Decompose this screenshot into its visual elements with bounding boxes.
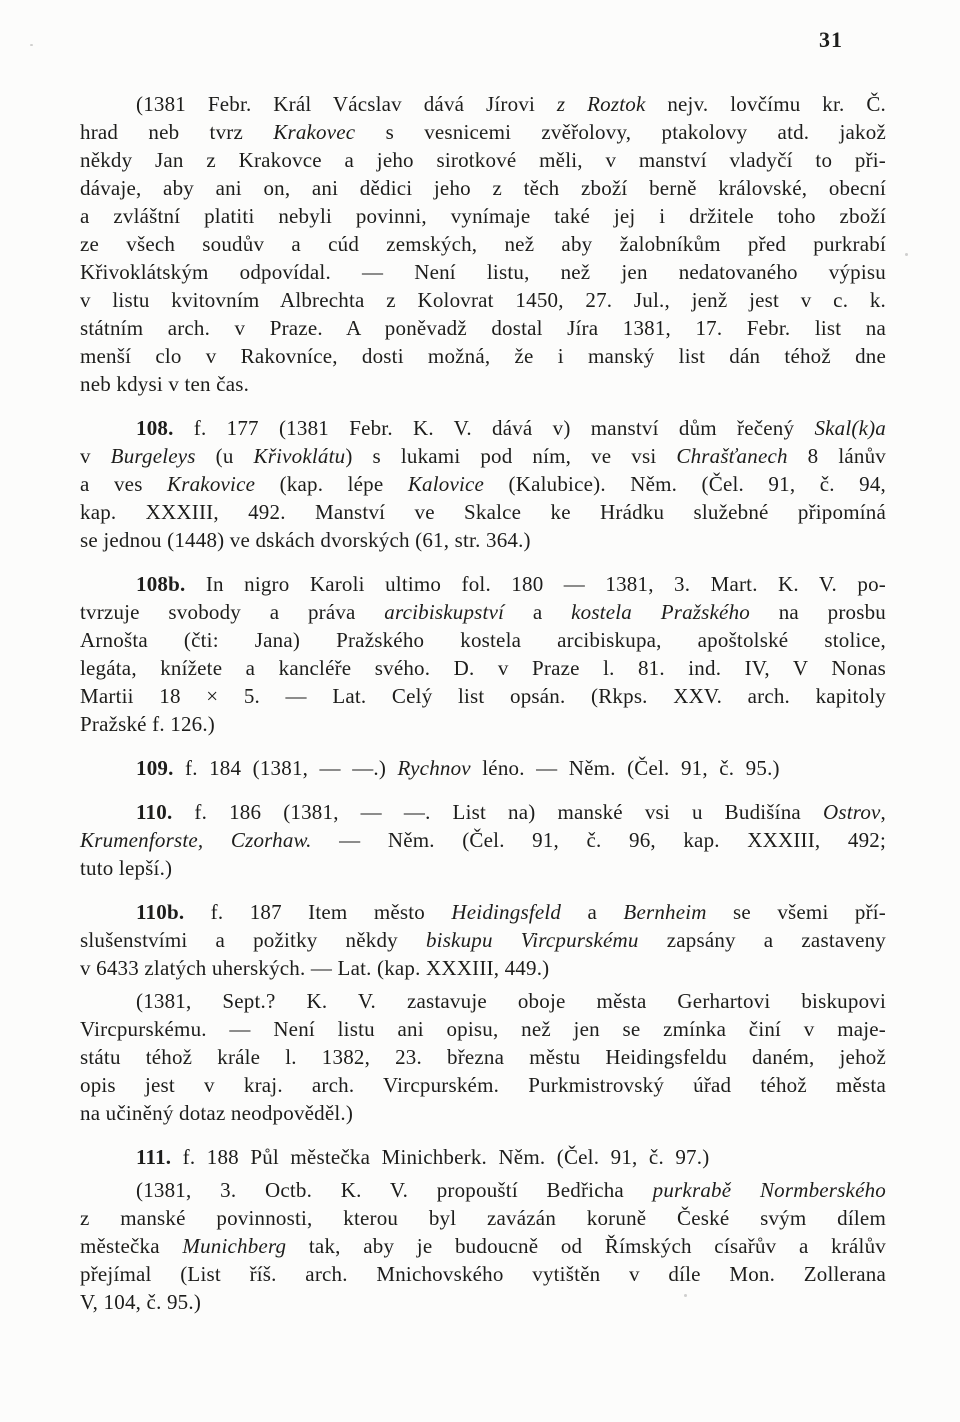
text-run: a zvláštní platiti nebyli povinni, vynímaje také jej i držitele toho zboží bbox=[80, 204, 886, 228]
text-line bbox=[80, 1260, 886, 1288]
text-run: nejv. lovčímu kr. Č. bbox=[645, 92, 886, 116]
text-run: slušenstvími a požitky někdy bbox=[80, 928, 426, 952]
text-line bbox=[80, 230, 886, 258]
entry-number: 108b. bbox=[136, 572, 186, 596]
text-run: neb kdysi v ten čas. bbox=[80, 372, 250, 396]
text-line bbox=[80, 1232, 886, 1260]
italic-text: arcibiskupství bbox=[384, 600, 505, 624]
text-line bbox=[80, 598, 886, 626]
text-run: ) s lukami pod ním, ve vsi bbox=[345, 444, 677, 468]
text-run: kap. XXXIII, 492. Manství ve Skalce ke Hrádku služebné připomíná bbox=[80, 500, 886, 524]
italic-text: Burgeleys bbox=[110, 444, 196, 468]
text-run: 8 lánův bbox=[787, 444, 886, 468]
text-run: Arnošta (čti: Jana) Pražského kostela arcibiskupa, apoštolské stolice, bbox=[80, 628, 886, 652]
scan-speck bbox=[684, 1294, 687, 1297]
text-line bbox=[80, 90, 886, 118]
text-run: s vesnicemi zvěřolovy, ptakolovy atd. jakož bbox=[355, 120, 886, 144]
text-run: Martii 18 × 5. — Lat. Celý list opsán. (Rkps. XXV. arch. kapitoly bbox=[80, 684, 886, 708]
text-run: a bbox=[504, 600, 572, 624]
text-run: , bbox=[880, 800, 886, 824]
text-run: In nigro Karoli ultimo fol. 180 — 1381, 3. Mart. K. V. po- bbox=[185, 572, 886, 596]
paragraph-entry-110b bbox=[80, 898, 886, 982]
text-line bbox=[80, 1143, 886, 1171]
italic-text: Krumenforste, Czorhaw. bbox=[80, 828, 312, 852]
text-run: městečka bbox=[80, 1234, 183, 1258]
text-run: léno. — Něm. (Čel. 91, č. 95.) bbox=[470, 756, 780, 780]
text-line bbox=[80, 854, 886, 882]
text-line bbox=[80, 442, 886, 470]
text-line bbox=[80, 526, 886, 554]
italic-text: Bernheim bbox=[623, 900, 707, 924]
text-line bbox=[80, 146, 886, 174]
text-run: Vircpurskému. — Není listu ani opisu, než jen se zmínka činí v maje- bbox=[80, 1017, 886, 1041]
entry-number: 111. bbox=[136, 1145, 172, 1169]
text-line bbox=[80, 926, 886, 954]
text-line bbox=[80, 798, 886, 826]
italic-text: Chrašťanech bbox=[676, 444, 788, 468]
text-run: tuto lepší.) bbox=[80, 856, 173, 880]
text-line bbox=[80, 174, 886, 202]
paragraph-entry-108 bbox=[80, 414, 886, 554]
paragraph-entry-108b bbox=[80, 570, 886, 738]
text-run: dávaje, aby ani on, ani dědici jeho z těch zboží berně královské, obecní bbox=[80, 176, 886, 200]
text-line bbox=[80, 202, 886, 230]
text-run: (u bbox=[195, 444, 254, 468]
text-line bbox=[80, 626, 886, 654]
text-line bbox=[80, 1015, 886, 1043]
text-run: státu téhož krále l. 1382, 23. března městu Heidingsfeldu daném, jehož bbox=[80, 1045, 886, 1069]
text-run: se všemi pří- bbox=[706, 900, 887, 924]
italic-text: Heidingsfeld bbox=[451, 900, 562, 924]
italic-text: Ostrov bbox=[822, 800, 881, 824]
text-run: a bbox=[561, 900, 624, 924]
text-run: legáta, knížete a kancléře svého. D. v Praze l. 81. ind. IV, V Nonas bbox=[80, 656, 886, 680]
italic-text: Kalovice bbox=[407, 472, 485, 496]
text-run: (1381 Febr. Král Vácslav dává Jírovi bbox=[136, 92, 557, 116]
text-run: f. 177 (1381 Febr. K. V. dává v) manství dům řečený bbox=[173, 416, 815, 440]
entry-number: 108. bbox=[136, 416, 174, 440]
text-run: (kap. lépe bbox=[255, 472, 408, 496]
text-line bbox=[80, 710, 886, 738]
text-run: tvrzuje svobody a práva bbox=[80, 600, 385, 624]
text-run: v listu kvitovním Albrechta z Kolovrat 1450, 27. Jul., jenž jest v c. k. bbox=[80, 288, 886, 312]
text-run: ze všech soudův a cúd zemských, než aby žalobníkům před purkrabí bbox=[80, 232, 886, 256]
text-run: někdy Jan z Krakovce a jeho sirotkové měli, v manství vladyčí to při- bbox=[80, 148, 886, 172]
italic-text: purkrabě Normberského bbox=[652, 1178, 886, 1202]
text-run: Křivoklátským odpovídal. — Není listu, než jen nedatovaného výpisu bbox=[80, 260, 886, 284]
italic-text: z Roztok bbox=[556, 92, 646, 116]
page-number: 31 bbox=[819, 27, 843, 52]
text-run: f. 184 (1381, — —.) bbox=[173, 756, 398, 780]
text-run: f. 186 (1381, — —. List na) manské vsi u Budišína bbox=[172, 800, 823, 824]
text-line bbox=[80, 1204, 886, 1232]
text-run: (1381, 3. Octb. K. V. propouští Bedřicha bbox=[136, 1178, 653, 1202]
text-run: f. 187 Item město bbox=[184, 900, 452, 924]
text-run: Pražské f. 126.) bbox=[80, 712, 215, 736]
paragraph-entry-110 bbox=[80, 798, 886, 882]
italic-text: Krakovice bbox=[167, 472, 256, 496]
italic-text: Rychnov bbox=[397, 756, 471, 780]
text-run: V, 104, č. 95.) bbox=[80, 1290, 202, 1314]
text-run: — Něm. (Čel. 91, č. 96, kap. XXXIII, 492; bbox=[311, 828, 887, 852]
italic-text: Krakovec bbox=[273, 120, 356, 144]
text-block bbox=[80, 90, 886, 1332]
text-line bbox=[80, 898, 886, 926]
text-run: v bbox=[80, 444, 111, 468]
entry-number: 110b. bbox=[136, 900, 185, 924]
text-line bbox=[80, 1043, 886, 1071]
italic-text: Skal(k)a bbox=[814, 416, 886, 440]
text-line bbox=[80, 1288, 886, 1316]
text-line bbox=[80, 570, 886, 598]
text-run: státním arch. v Praze. A poněvadž dostal Jíra 1381, 17. Febr. list na bbox=[80, 316, 886, 340]
text-run: na učiněný dotaz neodpověděl.) bbox=[80, 1101, 354, 1125]
text-run: menší clo v Rakovníce, dosti možná, že i manský list dán téhož dne bbox=[80, 344, 886, 368]
text-run: na prosbu bbox=[749, 600, 886, 624]
text-run: opis jest v kraj. arch. Vircpurském. Purkmistrovský úřad téhož města bbox=[80, 1073, 886, 1097]
scan-speck bbox=[30, 44, 33, 46]
text-run: a ves bbox=[80, 472, 168, 496]
text-line bbox=[80, 987, 886, 1015]
text-line bbox=[80, 470, 886, 498]
italic-text: kostela Pražského bbox=[571, 600, 750, 624]
text-run: v 6433 zlatých uherských. — Lat. (kap. XXXIII, 449.) bbox=[80, 956, 550, 980]
text-run: tak, aby je budoucně od Římských císařův a králův bbox=[286, 1234, 886, 1258]
text-line bbox=[80, 258, 886, 286]
paragraph-note-1381-octb bbox=[80, 1176, 886, 1316]
text-run: přejímal (List říš. arch. Mnichovského vytištěn v díle Mon. Zollerana bbox=[80, 1262, 886, 1286]
text-line bbox=[80, 1176, 886, 1204]
text-run: hrad neb tvrz bbox=[80, 120, 274, 144]
text-run: zapsány a zastaveny bbox=[638, 928, 886, 952]
text-line bbox=[80, 1071, 886, 1099]
entry-number: 110. bbox=[136, 800, 173, 824]
paragraph-entry-111 bbox=[80, 1143, 886, 1171]
italic-text: biskupu Vircpurskému bbox=[425, 928, 639, 952]
text-run: f. 188 Půl městečka Minichberk. Něm. (Čel. 91, č. 97.) bbox=[171, 1145, 710, 1169]
paragraph-note-1381-sept bbox=[80, 987, 886, 1127]
text-line bbox=[80, 498, 886, 526]
text-line bbox=[80, 826, 886, 854]
entry-number: 109. bbox=[136, 756, 174, 780]
text-line bbox=[80, 370, 886, 398]
italic-text: Munichberg bbox=[182, 1234, 287, 1258]
paragraph-entry-109 bbox=[80, 754, 886, 782]
scan-speck bbox=[905, 253, 908, 256]
text-line bbox=[80, 286, 886, 314]
text-line bbox=[80, 414, 886, 442]
text-line bbox=[80, 314, 886, 342]
text-line bbox=[80, 118, 886, 146]
text-run: (1381, Sept.? K. V. zastavuje oboje města Gerhartovi biskupovi bbox=[136, 989, 886, 1013]
text-line bbox=[80, 1099, 886, 1127]
text-line bbox=[80, 342, 886, 370]
text-line bbox=[80, 654, 886, 682]
paragraph-entry-1381-febr-krakovec bbox=[80, 90, 886, 398]
text-line bbox=[80, 754, 886, 782]
text-run: (Kalubice). Něm. (Čel. 91, č. 94, bbox=[484, 472, 886, 496]
text-line bbox=[80, 954, 886, 982]
text-run: se jednou (1448) ve dskách dvorských (61, str. 364.) bbox=[80, 528, 531, 552]
text-run: z manské povinnosti, kterou byl zavázán koruně České svým dílem bbox=[80, 1206, 886, 1230]
text-line bbox=[80, 682, 886, 710]
italic-text: Křivoklátu bbox=[253, 444, 346, 468]
